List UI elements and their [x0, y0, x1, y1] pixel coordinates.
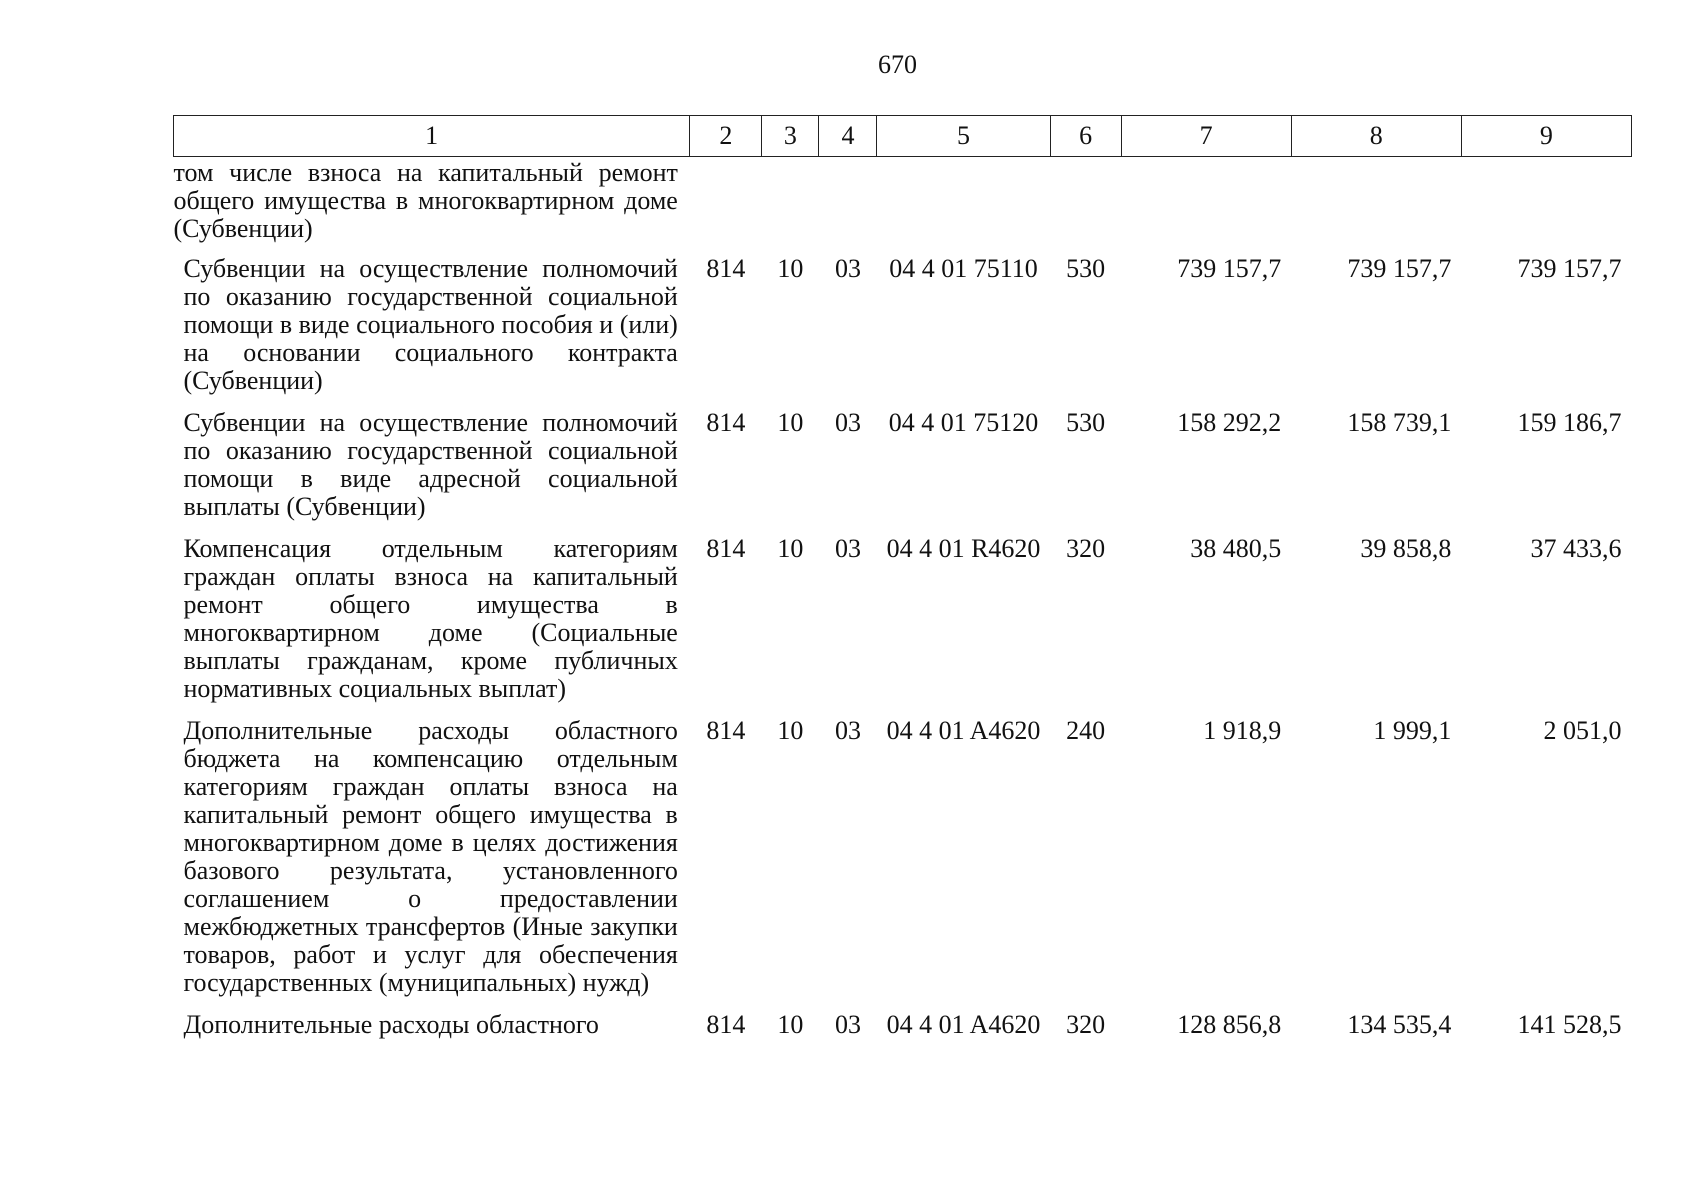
cell-expense-type: 530	[1066, 408, 1106, 437]
cell-section: 10	[777, 408, 804, 437]
cell-target-article: 04 4 01 75110	[889, 254, 1038, 283]
cell-target-article: 04 4 01 A4620	[886, 716, 1041, 745]
column-header-7: 7	[1121, 116, 1291, 157]
cell-subsection: 03	[834, 716, 861, 745]
cell-target-article: 04 4 01 75120	[888, 408, 1039, 437]
cell-expense-type: 240	[1066, 716, 1106, 745]
cell-subsection: 03	[834, 1010, 861, 1039]
table-row	[174, 1011, 1632, 1053]
page-number: 670	[878, 50, 917, 79]
cell-section: 10	[777, 1010, 804, 1039]
cell-expense-type	[1050, 157, 1121, 256]
cell-subsection: 03	[834, 534, 861, 563]
cell-ministry-code	[690, 157, 762, 256]
row-description: Дополнительные расходы областного бюджета на компенсацию отдельным категориям граждан оплаты взноса на капитальный ремонт общего имущества в многоквартирном доме в целях достижения базового результата, установленного соглашением о предоставлении межбюджетных трансфертов (Иные закупки товаров, работ и услуг для обеспечения государственных (муниципальных) нужд)	[183, 716, 678, 997]
table-row	[174, 409, 1632, 535]
column-header-6: 6	[1050, 116, 1121, 157]
cell-amount-col7: 38 480,5	[1190, 534, 1282, 563]
table-body	[174, 157, 1632, 1054]
cell-amount-col8: 134 535,4	[1347, 1010, 1452, 1039]
cell-ministry-code: 814	[706, 1010, 746, 1039]
cell-ministry-code: 814	[706, 254, 746, 283]
cell-target-article	[877, 157, 1050, 256]
cell-amount-col9: 739 157,7	[1517, 254, 1622, 283]
cell-ministry-code: 814	[706, 534, 746, 563]
column-header-4: 4	[819, 116, 877, 157]
cell-amount-col7: 158 292,2	[1177, 408, 1282, 437]
cell-section: 10	[777, 534, 804, 563]
row-description: Субвенции на осуществление полномочий по оказанию государственной социальной помощи в виде социального пособия и (или) на основании социального контракта (Субвенции)	[183, 254, 678, 395]
cell-expense-type: 320	[1066, 1010, 1106, 1039]
column-header-8: 8	[1291, 116, 1461, 157]
header-row	[174, 116, 1632, 157]
cell-amount-col9: 159 186,7	[1517, 408, 1622, 437]
cell-amount-col8	[1291, 157, 1461, 256]
row-description: Дополнительные расходы областного	[183, 1010, 599, 1039]
column-header-3: 3	[762, 116, 819, 157]
column-header-5: 5	[877, 116, 1050, 157]
cell-ministry-code: 814	[706, 716, 746, 745]
cell-amount-col8: 158 739,1	[1347, 408, 1452, 437]
column-header-2: 2	[690, 116, 762, 157]
table-row	[174, 717, 1632, 1011]
column-header-1: 1	[174, 116, 690, 157]
table-header	[174, 116, 1632, 157]
cell-section	[762, 157, 819, 256]
cell-amount-col8: 39 858,8	[1360, 534, 1452, 563]
cell-amount-col8: 1 999,1	[1373, 716, 1452, 745]
column-header-9: 9	[1461, 116, 1631, 157]
row-description: Компенсация отдельным категориям граждан оплаты взноса на капитальный ремонт общего имущества в многоквартирном доме (Социальные выплаты гражданам, кроме публичных нормативных социальных выплат)	[183, 534, 678, 703]
cell-expense-type: 530	[1066, 254, 1106, 283]
cell-ministry-code: 814	[706, 408, 746, 437]
cell-amount-col7: 1 918,9	[1203, 716, 1282, 745]
cell-section: 10	[777, 254, 804, 283]
table-row	[174, 535, 1632, 717]
cell-expense-type: 320	[1066, 534, 1106, 563]
cell-amount-col7: 739 157,7	[1177, 254, 1282, 283]
cell-amount-col9: 37 433,6	[1530, 534, 1622, 563]
cell-target-article: 04 4 01 A4620	[886, 1010, 1041, 1039]
cell-amount-col7: 128 856,8	[1177, 1010, 1282, 1039]
row-description: том числе взноса на капитальный ремонт общего имущества в многоквартирном доме (Субвенции)	[173, 158, 678, 243]
cell-amount-col9	[1461, 157, 1631, 256]
row-description: Субвенции на осуществление полномочий по оказанию государственной социальной помощи в виде адресной социальной выплаты (Субвенции)	[183, 408, 678, 521]
table-row	[174, 157, 1632, 256]
cell-amount-col9: 2 051,0	[1543, 716, 1622, 745]
budget-table	[173, 115, 1632, 1053]
cell-amount-col7	[1121, 157, 1291, 256]
cell-amount-col9: 141 528,5	[1517, 1010, 1622, 1039]
cell-subsection: 03	[834, 254, 861, 283]
cell-section: 10	[777, 716, 804, 745]
cell-subsection: 03	[834, 408, 861, 437]
table-row	[174, 255, 1632, 409]
cell-amount-col8: 739 157,7	[1347, 254, 1452, 283]
cell-subsection	[819, 157, 877, 256]
cell-target-article: 04 4 01 R4620	[886, 534, 1041, 563]
